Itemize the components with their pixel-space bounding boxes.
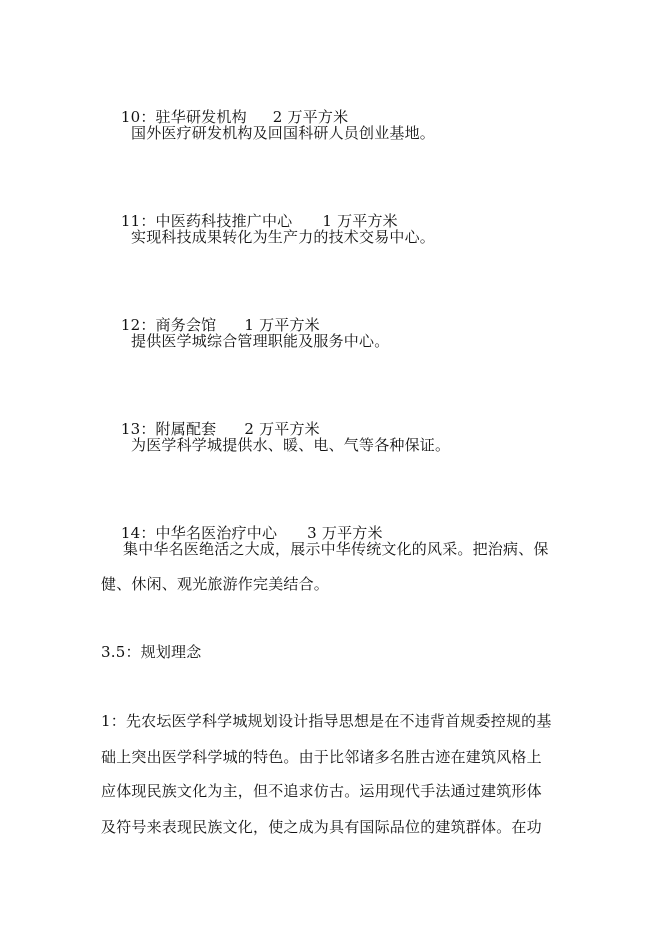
- section-10-area: 2 万平方米: [272, 108, 349, 126]
- section-14-area: 3 万平方米: [307, 524, 383, 542]
- section-10-heading: 10：驻华研发机构: [120, 108, 247, 126]
- paragraph-1-line-2: 础上突出医学科学城的特色。由于比邻诸多名胜古迹在建筑风格上: [101, 748, 542, 766]
- section-11-heading: 11：中医药科技推广中心: [120, 212, 293, 230]
- paragraph-1-line-3: 应体现民族文化为主，但不追求仿古。运用现代手法通过建筑形体: [101, 782, 542, 800]
- paragraph-1-line-4: 及符号来表现民族文化，使之成为具有国际品位的建筑群体。在功: [101, 818, 542, 836]
- section-14-description-line-2: 健、休闲、观光旅游作完美结合。: [101, 575, 330, 593]
- section-3-5-heading: 3.5：规划理念: [101, 643, 202, 661]
- section-10-description: 国外医疗研发机构及回国科研人员创业基地。: [131, 124, 436, 142]
- section-13-heading: 13：附属配套: [120, 420, 217, 438]
- section-11-description: 实现科技成果转化为生产力的技术交易中心。: [131, 228, 436, 246]
- section-12-description: 提供医学城综合管理职能及服务中心。: [131, 332, 390, 350]
- section-13-area: 2 万平方米: [244, 420, 320, 438]
- section-12-heading: 12：商务会馆: [120, 316, 217, 334]
- section-13-description: 为医学科学城提供水、暖、电、气等各种保证。: [131, 436, 451, 454]
- section-14-heading: 14：中华名医治疗中心: [120, 524, 278, 542]
- section-14-description-line-1: 集中华名医绝活之大成，展示中华传统文化的风采。把治病、保: [123, 540, 549, 558]
- section-12-area: 1 万平方米: [244, 316, 320, 334]
- section-11-area: 1 万平方米: [322, 212, 398, 230]
- paragraph-1-line-1: 1：先农坛医学科学城规划设计指导思想是在不违背首规委控规的基: [101, 712, 552, 730]
